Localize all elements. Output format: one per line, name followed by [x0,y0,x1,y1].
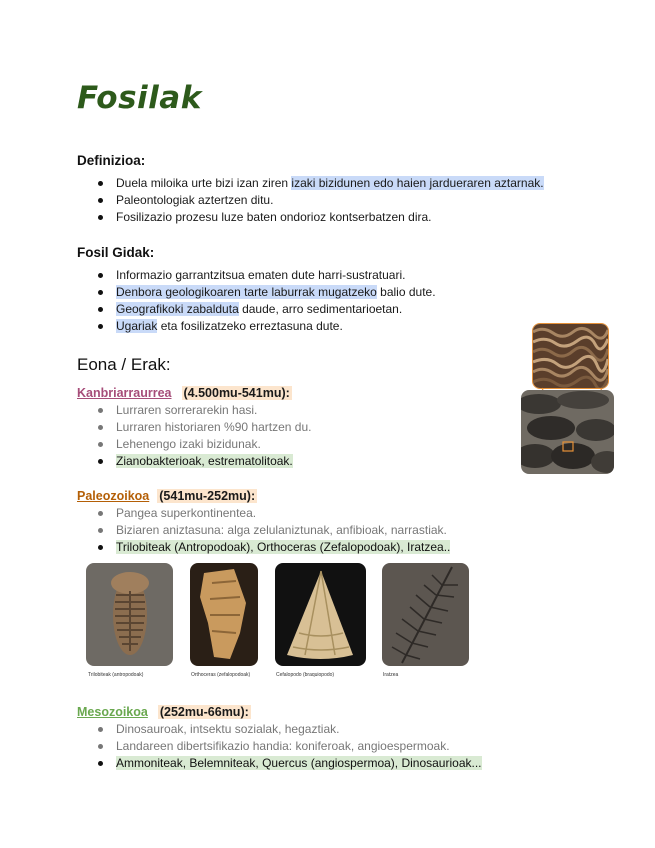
fosil-gidak-list [97,267,436,335]
definizioa-list [97,175,544,226]
eona-erak-heading: Eona / Erak: [77,355,171,374]
list-item: Fosilizazio prozesu luze baten ondorioz kontserbatzen dira. [97,209,544,226]
trilobite-caption: Trilobiteak (antropodoak) [88,672,144,678]
cefalopodo-image [275,563,366,666]
era-range: (252mu-66mu): [159,705,249,719]
era-mesozoikoa-heading [77,705,251,719]
list-item: Denbora geologikoaren tarte laburrak mugatzeko balio dute. [97,284,436,301]
era-name-link[interactable]: Mesozoikoa [77,705,148,719]
era-kanbriarraurrea-heading [77,386,292,400]
era-name-link[interactable]: Paleozoikoa [77,489,150,503]
definizioa-heading: Definizioa: [77,153,146,168]
list-item-fossils: Zianobakterioak, estrematolitoak. [97,453,311,470]
page-title: Fosilak [77,80,202,116]
list-item: Ugariak eta fosilizatzeko erreztasuna dute. [97,318,436,335]
mesozoikoa-list [97,721,482,772]
era-name-link[interactable]: Kanbriarraurrea [77,386,172,400]
stromatolite-closeup-image [532,323,609,389]
list-item-fossils: Ammoniteak, Belemniteak, Quercus (angiospermoa), Dinosaurioak... [97,755,482,772]
era-paleozoikoa-heading [77,489,257,503]
list-item: Geografikoki zabalduta daude, arro sedimentarioetan. [97,301,436,318]
era-range: (4.500mu-541mu): [183,386,290,400]
list-item: Dinosauroak, intsektu sozialak, hegaztiak. [97,721,482,738]
list-item: Pangea superkontinentea. [97,505,450,522]
list-item: Duela miloika urte bizi izan ziren izaki bizidunen edo haien jardueraren aztarnak. [97,175,544,192]
iratzea-caption: Iratzea [383,672,399,678]
iratzea-fern-image [382,563,469,666]
list-item: Lehenengo izaki bizidunak. [97,436,311,453]
list-item: Lurraren historiaren %90 hartzen du. [97,419,311,436]
trilobite-image [86,563,173,666]
stromatolite-field-image [521,390,614,474]
paleozoikoa-list [97,505,450,556]
list-item: Lurraren sorrerarekin hasi. [97,402,311,419]
list-item: Paleontologiak aztertzen ditu. [97,192,544,209]
era-range: (541mu-252mu): [159,489,256,503]
list-item: Landareen dibertsifikazio handia: koniferoak, angioespermoak. [97,738,482,755]
list-item: Biziaren aniztasuna: alga zelulaniztunak, anfibioak, narrastiak. [97,522,450,539]
cefalopodo-caption: Cefalopodo (braquiopodo) [276,672,335,678]
orthoceras-caption: Orthoceras (zefalopodoak) [191,672,251,678]
list-item: Informazio garrantzitsua ematen dute harri-sustratuari. [97,267,436,284]
orthoceras-image [190,563,258,666]
list-item-fossils: Trilobiteak (Antropodoak), Orthoceras (Zefalopodoak), Iratzea.. [97,539,450,556]
kanbriarraurrea-list [97,402,311,470]
fosil-gidak-heading: Fosil Gidak: [77,245,155,260]
